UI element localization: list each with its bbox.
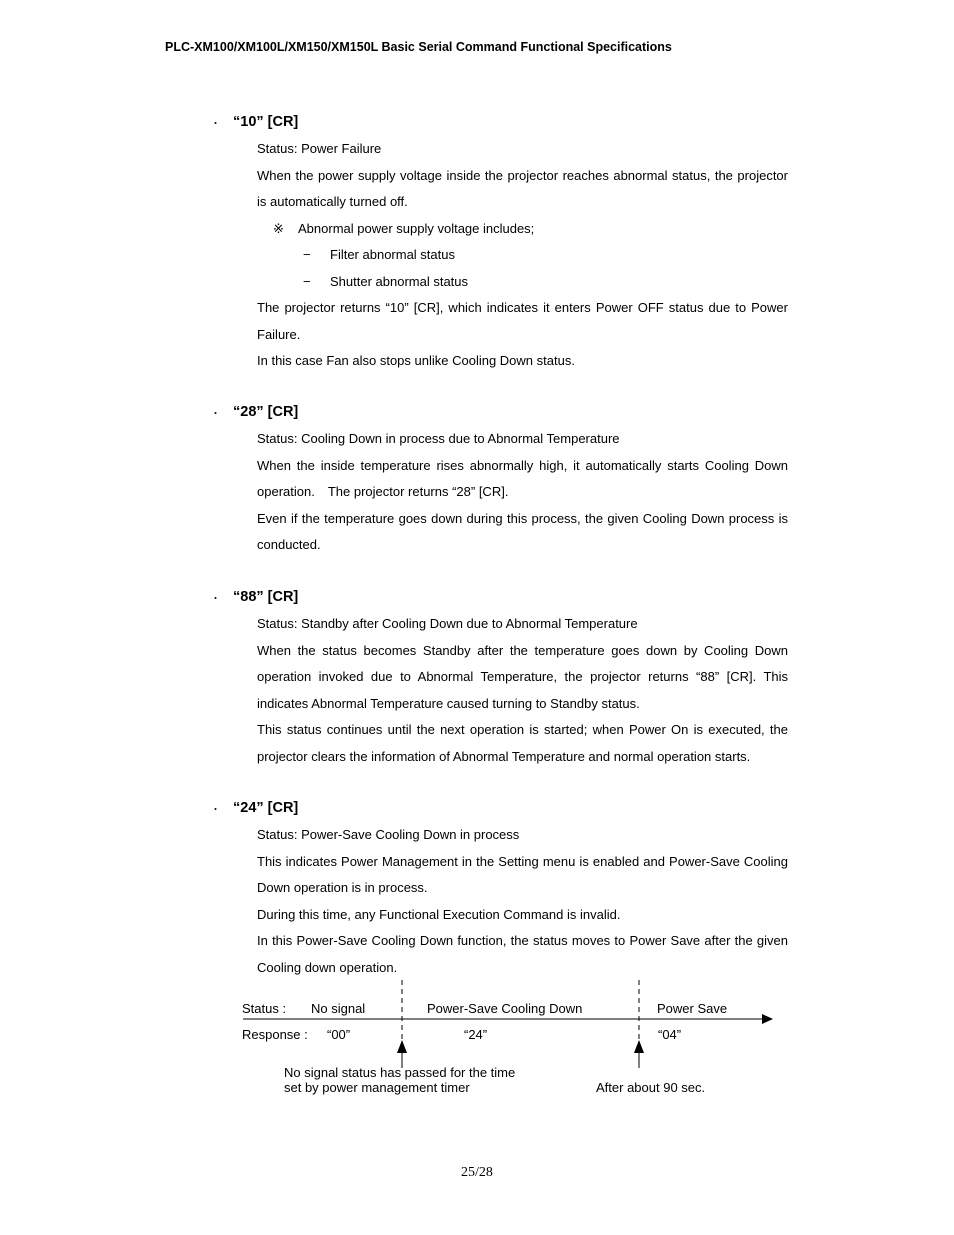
bullet: ・ bbox=[210, 118, 221, 130]
response-label: Response : bbox=[242, 1027, 308, 1042]
list-item bbox=[303, 242, 788, 269]
note bbox=[273, 216, 788, 243]
paragraph: When the power supply voltage inside the projector reaches abnormal status, the projector is automatically turned off. bbox=[257, 167, 788, 209]
page-number: 25/28 bbox=[461, 1165, 493, 1180]
document-header: PLC-XM100/XM100L/XM150/XM150L Basic Serial Command Functional Specifications bbox=[165, 40, 672, 54]
bullet: ・ bbox=[210, 593, 221, 605]
status-power-save-cooling-down: Power-Save Cooling Down bbox=[427, 1001, 583, 1016]
paragraph: When the inside temperature rises abnormally high, it automatically starts Cooling Down operation. The projector returns “28” [CR]. bbox=[257, 457, 788, 499]
note-text: Abnormal power supply voltage includes; bbox=[298, 220, 535, 236]
status-line: Status: Cooling Down in process due to Abnormal Temperature bbox=[257, 431, 620, 446]
event-arrowhead bbox=[634, 1040, 644, 1053]
status-line: Status: Power Failure bbox=[257, 141, 382, 156]
status-line: Status: Power-Save Cooling Down in process bbox=[257, 827, 520, 842]
list-item bbox=[303, 269, 788, 296]
response-04: “04” bbox=[658, 1027, 682, 1042]
list-item-text: Filter abnormal status bbox=[330, 247, 455, 262]
bullet: ・ bbox=[210, 804, 221, 816]
status-power-save: Power Save bbox=[657, 1001, 728, 1016]
section-title: “10” [CR] bbox=[233, 114, 299, 130]
event-arrowhead bbox=[397, 1040, 407, 1053]
section-title: “88” [CR] bbox=[233, 589, 299, 605]
paragraph: The projector returns “10” [CR], which indicates it enters Power OFF status due to Power Failure. bbox=[257, 300, 788, 342]
event-caption-90sec: After about 90 sec. bbox=[596, 1080, 706, 1095]
status-line: Status: Standby after Cooling Down due to Abnormal Temperature bbox=[257, 616, 638, 631]
section-88 bbox=[210, 589, 790, 770]
status-no-signal: No signal bbox=[311, 1001, 366, 1016]
section-10 bbox=[210, 114, 790, 375]
event-caption-line1: No signal status has passed for the time bbox=[284, 1065, 516, 1080]
response-24: “24” bbox=[464, 1027, 488, 1042]
status-label: Status : bbox=[242, 1001, 287, 1016]
paragraph: In this Power-Save Cooling Down function, the status moves to Power Save after the given Cooling down operation. bbox=[257, 933, 788, 975]
response-00: “00” bbox=[327, 1027, 351, 1042]
dash-marker: − bbox=[303, 247, 311, 262]
section-28 bbox=[210, 404, 790, 559]
paragraph: In this case Fan also stops unlike Cooling Down status. bbox=[257, 353, 575, 368]
paragraph: When the status becomes Standby after the temperature goes down by Cooling Down operation invoked due to Abnormal Temperature, the projector returns “88” [CR]. This indicates Abnormal Temperature caused turning to Standby status. bbox=[257, 642, 788, 711]
list-item-text: Shutter abnormal status bbox=[330, 273, 469, 289]
section-title: “24” [CR] bbox=[233, 800, 299, 816]
reference-mark: ※ bbox=[273, 220, 284, 236]
section-title: “28” [CR] bbox=[233, 404, 299, 420]
paragraph: Even if the temperature goes down during this process, the given Cooling Down process is conducted. bbox=[257, 510, 788, 552]
paragraph: During this time, any Functional Execution Command is invalid. bbox=[257, 906, 621, 922]
event-caption-line2: set by power management timer bbox=[284, 1080, 470, 1095]
section-24 bbox=[210, 800, 790, 981]
paragraph: This indicates Power Management in the Setting menu is enabled and Power-Save Cooling Down operation is in process. bbox=[257, 853, 788, 895]
bullet: ・ bbox=[210, 408, 221, 420]
dash-marker: − bbox=[303, 273, 311, 289]
paragraph: This status continues until the next operation is started; when Power On is executed, the projector clears the information of Abnormal Temperature and normal operation starts. bbox=[257, 722, 788, 764]
timeline-arrowhead bbox=[762, 1014, 773, 1024]
